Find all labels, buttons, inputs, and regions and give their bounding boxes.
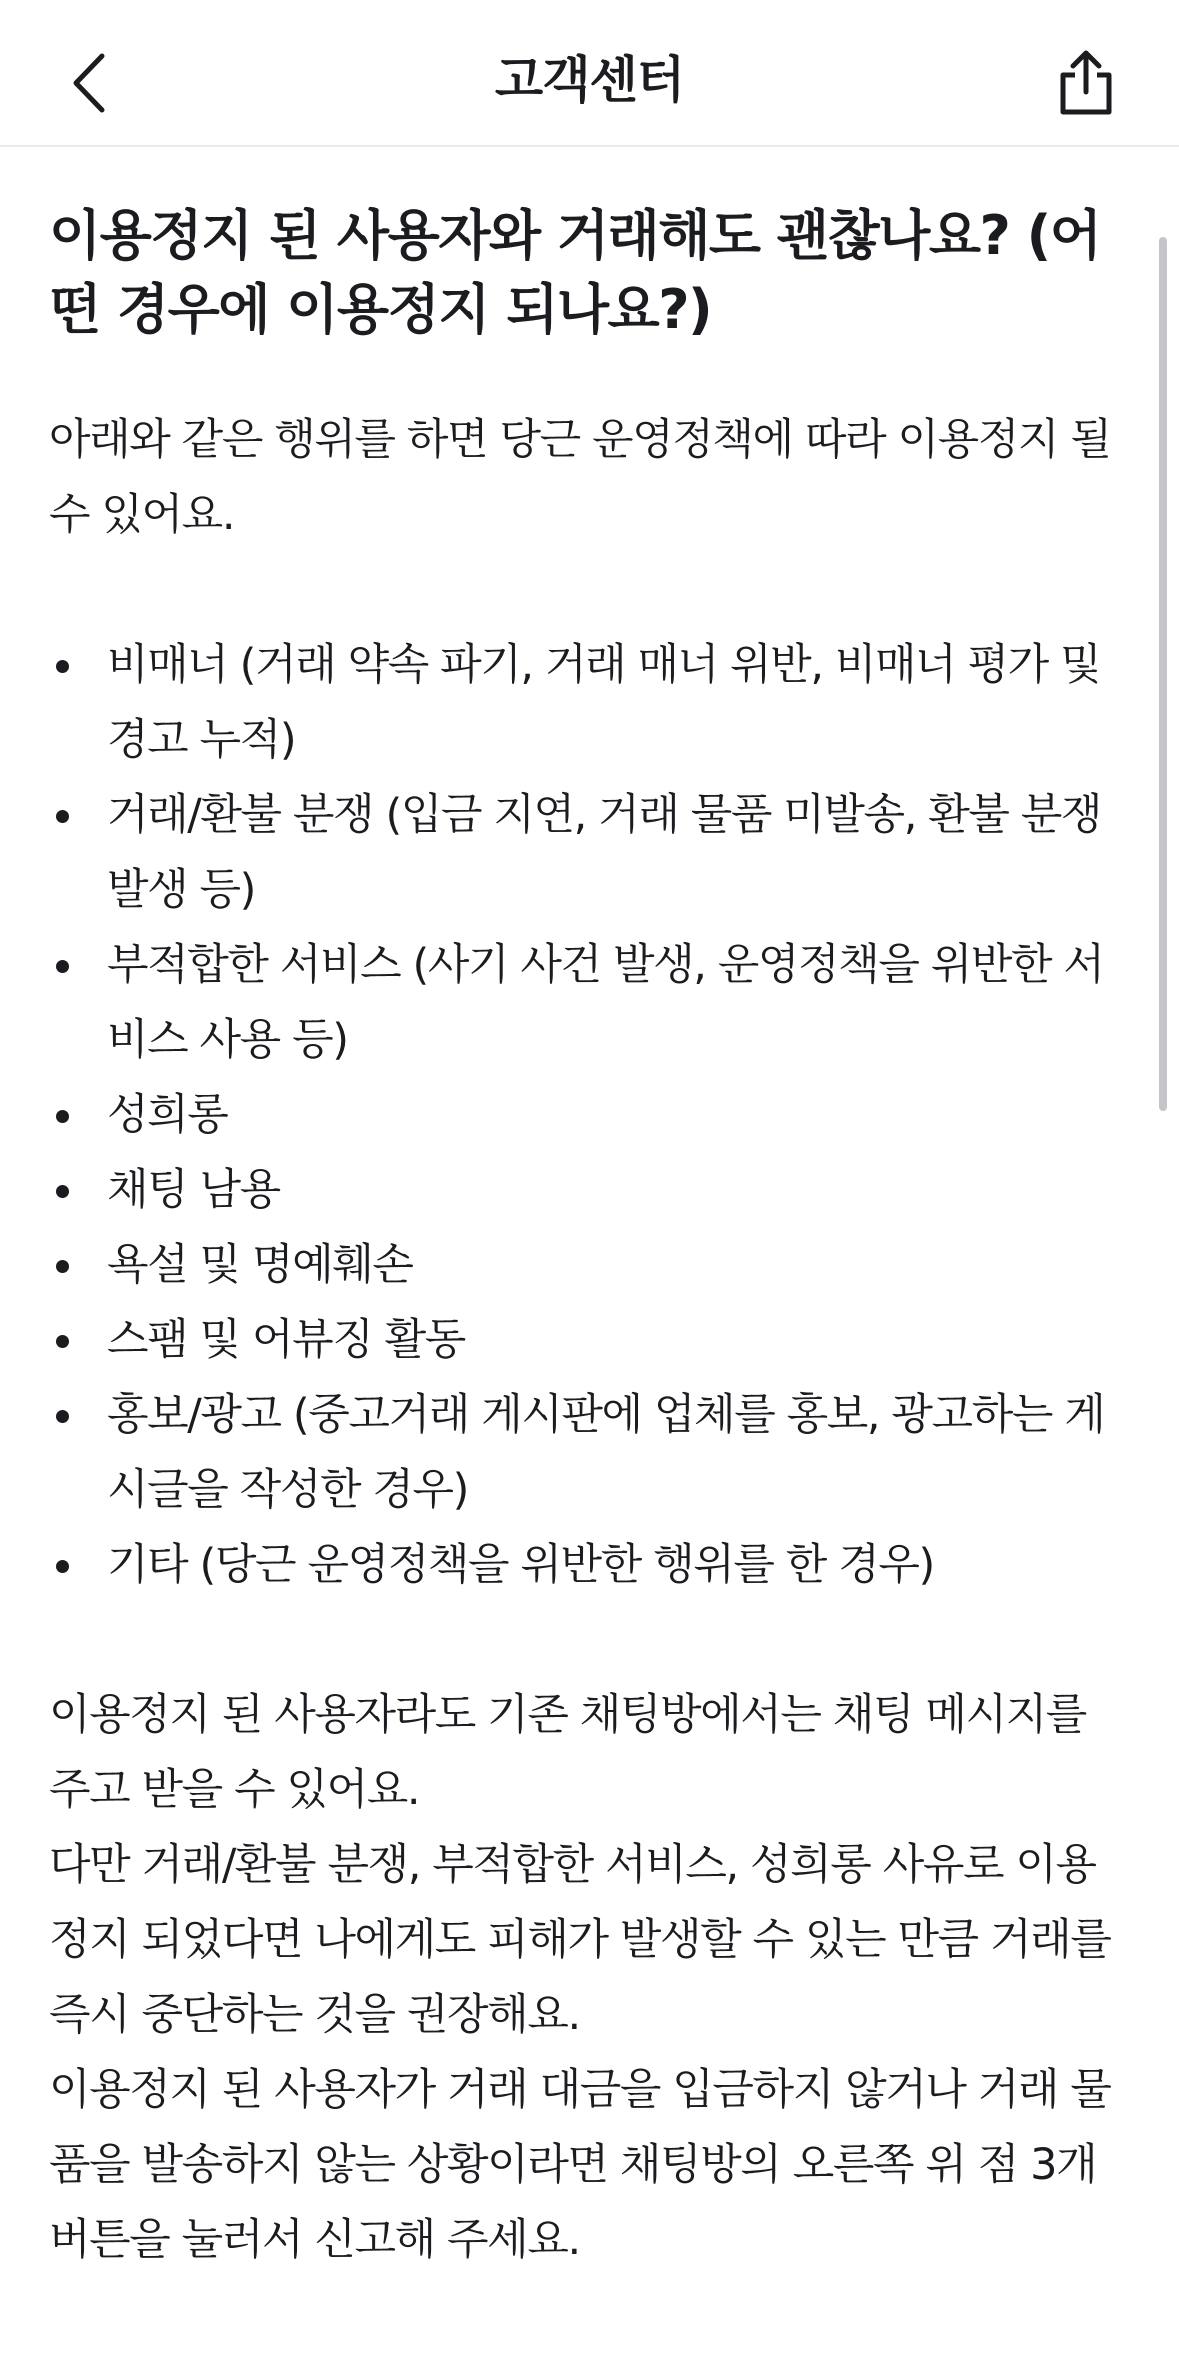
note-paragraph: 다만 거래/환불 분쟁, 부적합한 서비스, 성희롱 사유로 이용정지 되었다면 나에게도 피해가 발생할 수 있는 만큼 거래를 즉시 중단하는 것을 권장해요. bbox=[49, 1840, 1111, 2040]
list-item bbox=[49, 1078, 1127, 1153]
bullet-icon bbox=[56, 1410, 69, 1423]
list-item-text: 채팅 남용 bbox=[107, 1165, 280, 1215]
page-title: 고객센터 bbox=[494, 51, 685, 109]
bullet-icon bbox=[56, 1185, 69, 1198]
list-item-text: 부적합한 서비스 (사기 사건 발생, 운영정책을 위반한 서비스 사용 등) bbox=[107, 940, 1104, 1065]
list-item bbox=[49, 928, 1127, 1078]
share-button[interactable] bbox=[1044, 40, 1128, 126]
app-header bbox=[0, 0, 1179, 147]
list-item bbox=[49, 1528, 1127, 1603]
note-paragraph: 이용정지 된 사용자가 거래 대금을 입금하지 않거나 거래 물품을 발송하지 않는 상황이라면 채팅방의 오른쪽 위 점 3개 버튼을 눌러서 신고해 주세요. bbox=[49, 2065, 1111, 2265]
article-intro: 아래와 같은 행위를 하면 당근 운영정책에 따라 이용정지 될 수 있어요. bbox=[49, 415, 1111, 540]
list-item bbox=[49, 1228, 1127, 1303]
list-item bbox=[49, 1378, 1127, 1528]
bullet-icon bbox=[56, 810, 69, 823]
note-paragraph: 이용정지 된 사용자라도 기존 채팅방에서는 채팅 메시지를 주고 받을 수 있어요. bbox=[49, 1690, 1086, 1815]
bullet-icon bbox=[56, 1260, 69, 1273]
bullet-icon bbox=[56, 1335, 69, 1348]
list-item bbox=[49, 778, 1127, 928]
article-title: 이용정지 된 사용자와 거래해도 괜찮나요? (어떤 경우에 이용정지 되나요?) bbox=[49, 204, 1101, 341]
list-item-text: 성희롱 bbox=[107, 1090, 228, 1140]
list-item-text: 스팸 및 어뷰징 활동 bbox=[107, 1315, 465, 1365]
list-item bbox=[49, 628, 1127, 778]
list-item bbox=[49, 1303, 1127, 1378]
bullet-icon bbox=[56, 1560, 69, 1573]
bullet-icon bbox=[56, 1110, 69, 1123]
list-item-text: 비매너 (거래 약속 파기, 거래 매너 위반, 비매너 평가 및 경고 누적) bbox=[107, 640, 1101, 765]
list-item bbox=[49, 1153, 1127, 1228]
share-icon bbox=[1055, 50, 1117, 116]
list-item-text: 거래/환불 분쟁 (입금 지연, 거래 물품 미발송, 환불 분쟁 발생 등) bbox=[107, 790, 1102, 915]
scrollbar-thumb[interactable] bbox=[1159, 237, 1167, 1111]
list-item-text: 욕설 및 명예훼손 bbox=[107, 1240, 413, 1290]
article-notes bbox=[49, 1678, 1129, 2278]
list-item-text: 기타 (당근 운영정책을 위반한 행위를 한 경우) bbox=[107, 1540, 934, 1590]
bullet-icon bbox=[56, 960, 69, 973]
bullet-icon bbox=[56, 660, 69, 673]
list-item-text: 홍보/광고 (중고거래 게시판에 업체를 홍보, 광고하는 게시글을 작성한 경우) bbox=[107, 1390, 1105, 1515]
article-content bbox=[49, 147, 1129, 2353]
violation-list bbox=[49, 628, 1129, 1603]
